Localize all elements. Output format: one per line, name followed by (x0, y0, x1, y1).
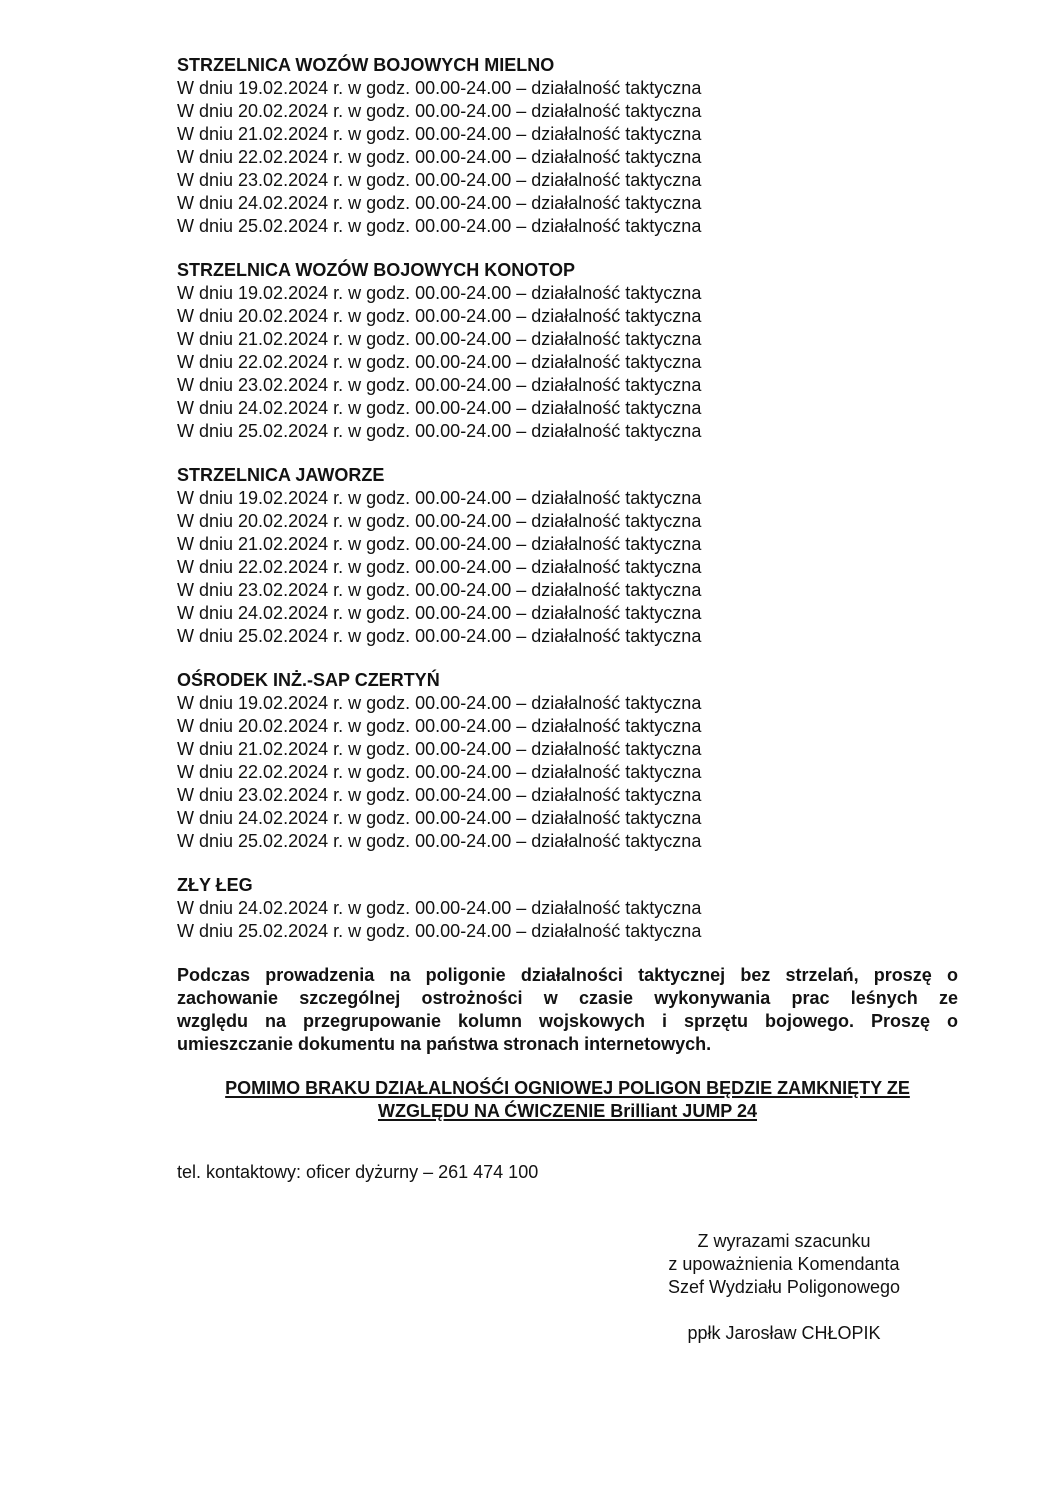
section-strzelnica-jaworze (177, 464, 958, 648)
schedule-line: W dniu 24.02.2024 r. w godz. 00.00-24.00 – działalność taktyczna (177, 603, 702, 623)
notice-line: zachowanie szczególnej ostrożności w czasie wykonywania prac leśnych ze (177, 988, 958, 1008)
schedule-line: W dniu 21.02.2024 r. w godz. 00.00-24.00 – działalność taktyczna (177, 534, 702, 554)
section-title: STRZELNICA JAWORZE (177, 465, 385, 485)
schedule-line: W dniu 25.02.2024 r. w godz. 00.00-24.00 – działalność taktyczna (177, 216, 702, 236)
signature-courtesy-line: Z wyrazami szacunku (697, 1231, 871, 1251)
schedule-line: W dniu 22.02.2024 r. w godz. 00.00-24.00 – działalność taktyczna (177, 557, 702, 577)
schedule-line: W dniu 23.02.2024 r. w godz. 00.00-24.00 – działalność taktyczna (177, 785, 702, 805)
section-title: OŚRODEK INŻ.-SAP CZERTYŃ (177, 670, 440, 690)
notice-line: Podczas prowadzenia na poligonie działalności taktycznej bez strzelań, proszę o (177, 965, 958, 985)
schedule-line: W dniu 23.02.2024 r. w godz. 00.00-24.00 – działalność taktyczna (177, 580, 702, 600)
schedule-line: W dniu 22.02.2024 r. w godz. 00.00-24.00 – działalność taktyczna (177, 147, 702, 167)
schedule-line: W dniu 20.02.2024 r. w godz. 00.00-24.00 – działalność taktyczna (177, 511, 702, 531)
signature-position-line: Szef Wydziału Poligonowego (668, 1277, 900, 1297)
document-content (177, 54, 958, 1345)
schedule-line: W dniu 22.02.2024 r. w godz. 00.00-24.00 – działalność taktyczna (177, 352, 702, 372)
notice-line: umieszczanie dokumentu na państwa stronach internetowych. (177, 1034, 712, 1054)
schedule-line: W dniu 23.02.2024 r. w godz. 00.00-24.00 – działalność taktyczna (177, 170, 702, 190)
schedule-line: W dniu 20.02.2024 r. w godz. 00.00-24.00 – działalność taktyczna (177, 306, 702, 326)
schedule-line: W dniu 20.02.2024 r. w godz. 00.00-24.00 – działalność taktyczna (177, 101, 702, 121)
schedule-line: W dniu 25.02.2024 r. w godz. 00.00-24.00 – działalność taktyczna (177, 921, 702, 941)
safety-notice-paragraph (177, 964, 958, 1056)
schedule-line: W dniu 25.02.2024 r. w godz. 00.00-24.00 – działalność taktyczna (177, 626, 702, 646)
schedule-line: W dniu 24.02.2024 r. w godz. 00.00-24.00 – działalność taktyczna (177, 193, 702, 213)
section-title: STRZELNICA WOZÓW BOJOWYCH MIELNO (177, 55, 555, 75)
schedule-line: W dniu 21.02.2024 r. w godz. 00.00-24.00 – działalność taktyczna (177, 739, 702, 759)
schedule-line: W dniu 22.02.2024 r. w godz. 00.00-24.00 – działalność taktyczna (177, 762, 702, 782)
schedule-line: W dniu 19.02.2024 r. w godz. 00.00-24.00 – działalność taktyczna (177, 283, 702, 303)
signature-block (624, 1230, 944, 1345)
schedule-line: W dniu 20.02.2024 r. w godz. 00.00-24.00 – działalność taktyczna (177, 716, 702, 736)
section-strzelnica-mielno (177, 54, 958, 238)
closure-heading-line: POMIMO BRAKU DZIAŁALNOŚĆI OGNIOWEJ POLIGON BĘDZIE ZAMKNIĘTY ZE (225, 1078, 910, 1098)
schedule-line: W dniu 21.02.2024 r. w godz. 00.00-24.00 – działalność taktyczna (177, 124, 702, 144)
section-zly-leg (177, 874, 958, 943)
contact-phone-line: tel. kontaktowy: oficer dyżurny – 261 474 100 (177, 1162, 539, 1182)
section-title: STRZELNICA WOZÓW BOJOWYCH KONOTOP (177, 260, 575, 280)
schedule-line: W dniu 23.02.2024 r. w godz. 00.00-24.00 – działalność taktyczna (177, 375, 702, 395)
signature-name: ppłk Jarosław CHŁOPIK (687, 1323, 881, 1343)
schedule-line: W dniu 19.02.2024 r. w godz. 00.00-24.00 – działalność taktyczna (177, 488, 702, 508)
section-osrodek-czertyn (177, 669, 958, 853)
schedule-line: W dniu 24.02.2024 r. w godz. 00.00-24.00 – działalność taktyczna (177, 398, 702, 418)
notice-line: względu na przegrupowanie kolumn wojskowych i sprzętu bojowego. Proszę o (177, 1011, 958, 1031)
closure-heading-line: WZGLĘDU NA ĆWICZENIE Brilliant JUMP 24 (377, 1101, 758, 1121)
schedule-line: W dniu 24.02.2024 r. w godz. 00.00-24.00 – działalność taktyczna (177, 898, 702, 918)
schedule-line: W dniu 25.02.2024 r. w godz. 00.00-24.00 – działalność taktyczna (177, 421, 702, 441)
schedule-line: W dniu 19.02.2024 r. w godz. 00.00-24.00 – działalność taktyczna (177, 693, 702, 713)
schedule-line: W dniu 21.02.2024 r. w godz. 00.00-24.00 – działalność taktyczna (177, 329, 702, 349)
signature-authorization-line: z upoważnienia Komendanta (668, 1254, 900, 1274)
schedule-line: W dniu 25.02.2024 r. w godz. 00.00-24.00 – działalność taktyczna (177, 831, 702, 851)
section-title: ZŁY ŁEG (177, 875, 253, 895)
schedule-line: W dniu 19.02.2024 r. w godz. 00.00-24.00 – działalność taktyczna (177, 78, 702, 98)
section-strzelnica-konotop (177, 259, 958, 443)
closure-heading (177, 1077, 958, 1123)
schedule-line: W dniu 24.02.2024 r. w godz. 00.00-24.00 – działalność taktyczna (177, 808, 702, 828)
